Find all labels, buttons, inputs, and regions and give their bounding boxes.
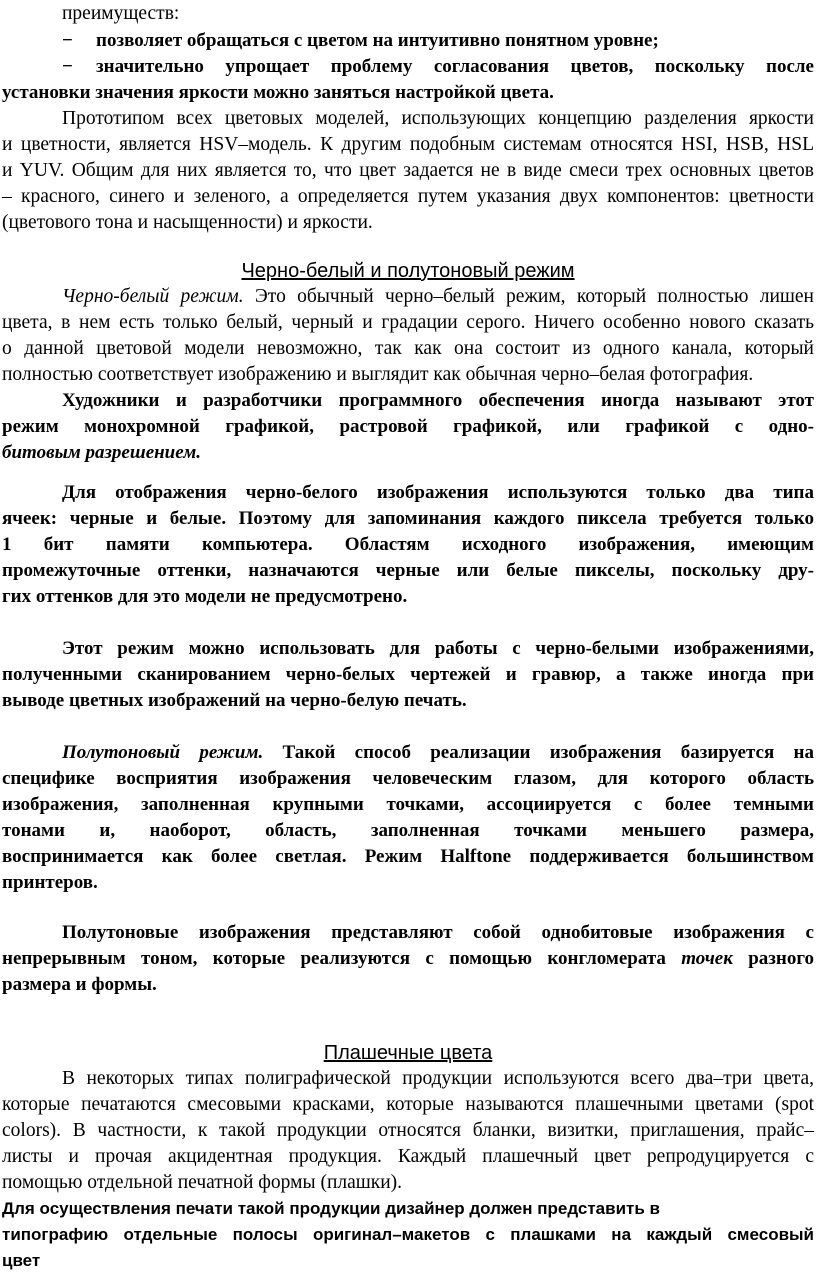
text-line: установки значения яркости можно заняться настройкой цвета. <box>2 82 554 103</box>
text-line: о данной цветовой модели невозможно, так как она состоит из одного канала, который <box>2 338 814 359</box>
dash-marker: − <box>62 56 73 77</box>
text-line: цвета, в нем есть только белый, черный и градации серого. Ничего особенно нового сказать <box>2 312 814 333</box>
text-line: полностью соответствует изображению и выглядит как обычная черно–белая фотография. <box>2 364 754 385</box>
text-line: принтеров. <box>2 872 98 893</box>
text-line: – красного, синего и зеленого, а определяется путем указания двух компонентов: цветности <box>2 186 814 207</box>
text-line: типографию отдельные полосы оригинал–макетов с плашками на каждый смесовый <box>2 1225 814 1244</box>
text-line: специфике восприятия изображения человеческим глазом, для которого область <box>2 768 814 789</box>
text-span: разного <box>732 948 814 969</box>
bullet-text: позволяет обращаться с цветом на интуитивно понятном уровне; <box>96 30 659 51</box>
text-line <box>62 284 814 310</box>
text-line: Полутоновые изображения представляют собой однобитовые изображения с <box>62 922 814 943</box>
text-line: листы и прочая акцидентная продукция. Каждый плашечный цвет репродуцируется с <box>2 1146 814 1167</box>
text-line: полученными сканированием черно-белых чертежей и гравюр, а также иногда при <box>2 664 814 685</box>
text-line: и цветности, является HSV–модель. К другим подобным системам относятся HSI, HSB, HSL <box>2 134 814 155</box>
text-line: ячеек: черные и белые. Поэтому для запоминания каждого пиксела требуется только <box>2 508 814 529</box>
section-heading: Плашечные цвета <box>323 1042 493 1064</box>
text-line: промежуточные оттенки, назначаются черные или белые пикселы, поскольку дру- <box>2 560 814 581</box>
text-line: преимуществ: <box>62 3 180 24</box>
text-line: режим монохромной графикой, растровой графикой, или графикой с одно- <box>2 416 814 437</box>
text-line: воспринимается как более светлая. Режим Halftone поддерживается большинством <box>2 846 814 867</box>
text-line: гих оттенков для это модели не предусмотрено. <box>2 586 408 607</box>
text-span: непрерывным тоном, которые реализуются с помощью конгломерата <box>2 948 682 969</box>
text-line: и YUV. Общим для них является то, что цвет задается не в виде смеси трех основных цветов <box>2 160 814 181</box>
bullet-text: значительно упрощает проблему согласования цветов, поскольку после <box>96 56 814 77</box>
text-line: (цветового тона и насыщенности) и яркости. <box>2 212 373 233</box>
text-line: тонами и, наоборот, область, заполненная точками меньшего размера, <box>2 820 814 841</box>
text-line: Для отображения черно-белого изображения используются только два типа <box>62 482 814 503</box>
dash-marker: − <box>62 30 73 51</box>
term-italic: точек <box>681 948 733 969</box>
text-span: Это обычный черно–белый режим, который полностью лишен <box>243 286 814 307</box>
text-line: которые печатаются смесовыми красками, которые называются плашечными цветами (spot <box>2 1094 814 1115</box>
text-line: помощью отдельной печатной формы (плашки). <box>2 1172 403 1193</box>
text-line: colors). В частности, к такой продукции относятся бланки, визитки, приглашения, прайс– <box>2 1120 814 1141</box>
term-italic: Черно-белый режим. <box>62 286 244 307</box>
text-line: размера и формы. <box>2 974 157 995</box>
text-line: Для осуществления печати такой продукции дизайнер должен представить в <box>2 1199 660 1218</box>
text-line <box>2 946 814 972</box>
text-line: изображения, заполненная крупными точками, ассоциируется с более темными <box>2 794 814 815</box>
text-line: битовым разрешением. <box>2 442 201 463</box>
section-heading: Черно-белый и полутоновый режим <box>241 260 575 282</box>
text-line: выводе цветных изображений на черно-белую печать. <box>2 690 467 711</box>
text-line: Этот режим можно использовать для работы с черно-белыми изображениями, <box>62 638 814 659</box>
text-span: Такой способ реализации изображения базируется на <box>263 742 814 763</box>
text-line <box>62 740 814 766</box>
text-line: 1 бит памяти компьютера. Областям исходного изображения, имеющим <box>2 534 814 555</box>
text-line: цвет <box>2 1251 41 1270</box>
text-line: Прототипом всех цветовых моделей, использующих концепцию разделения яркости <box>62 108 814 129</box>
text-line: Художники и разработчики программного обеспечения иногда называют этот <box>62 390 814 411</box>
term-italic: Полутоновый режим. <box>62 742 264 763</box>
text-line: В некоторых типах полиграфической продукции используются всего два–три цвета, <box>62 1068 814 1089</box>
